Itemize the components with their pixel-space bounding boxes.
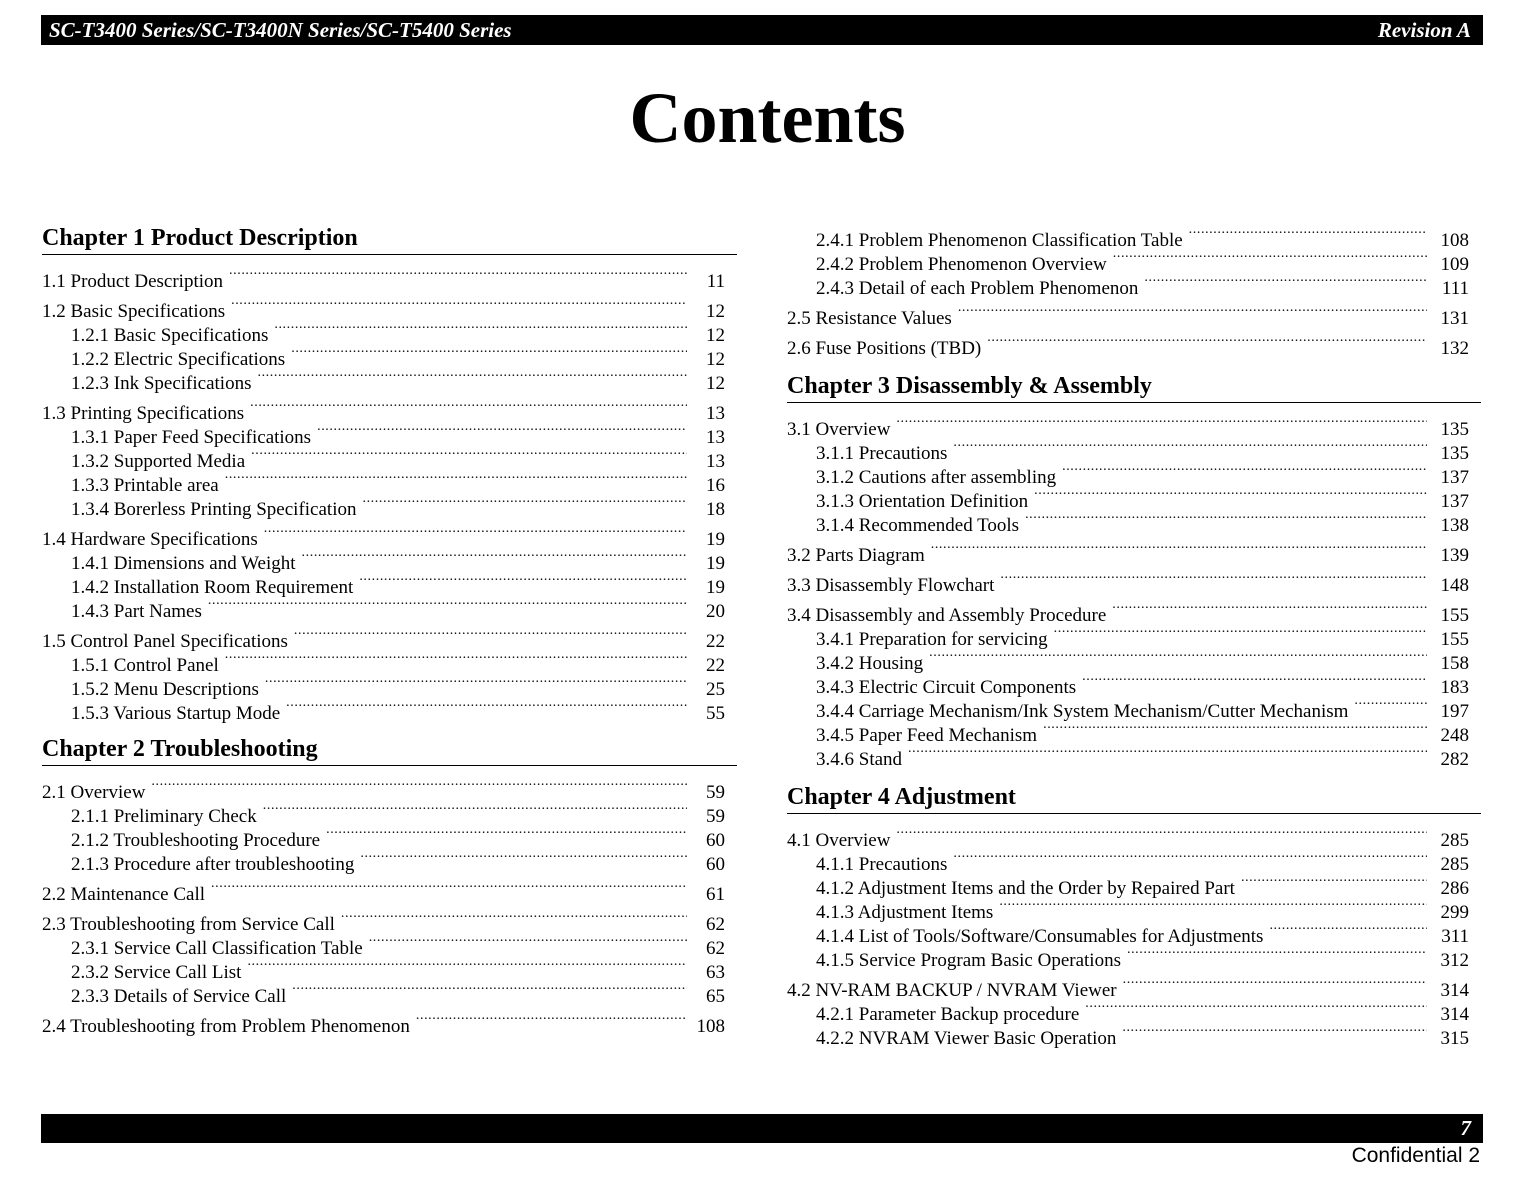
toc-entry[interactable] [42,623,737,652]
toc-page-number: 314 [1440,1004,1469,1025]
dot-leader [999,894,1427,918]
toc-entry[interactable] [42,774,737,803]
toc-entry[interactable] [42,1008,737,1037]
toc-entry-title: 3.1.3 Orientation Definition [816,491,1029,512]
toc-entry[interactable] [42,293,737,322]
toc-entry-title: 1.3.3 Printable area [71,475,219,496]
toc-entry-title: 4.1.4 List of Tools/Software/Consumables for Adjustments [816,926,1264,947]
toc-page-number: 19 [706,553,725,574]
toc-entry[interactable] [787,567,1481,596]
toc-entry-title: 2.1.3 Procedure after troubleshooting [71,854,355,875]
toc-entries [787,822,1481,1049]
toc-entry-title: 2.4.1 Problem Phenomenon Classification Table [816,230,1183,251]
toc-page-number: 315 [1440,1028,1469,1049]
toc-page-number: 197 [1440,701,1469,722]
dot-leader [302,545,687,569]
dot-leader [953,846,1427,870]
toc-entry-title: 1.2.1 Basic Specifications [71,325,269,346]
toc-page-number: 314 [1440,980,1469,1001]
dot-leader [326,822,687,846]
dot-leader [247,954,687,978]
toc-entry[interactable] [787,330,1481,359]
toc-group [42,1008,737,1037]
dot-leader [151,774,687,798]
toc-entry-title: 1.4.3 Part Names [71,601,202,622]
toc-entry[interactable] [787,411,1481,440]
toc-page-number: 62 [706,914,725,935]
toc-entry-title: 2.4 Troubleshooting from Problem Phenomenon [42,1016,410,1037]
toc-entry-title: 2.1.1 Preliminary Check [71,806,257,827]
toc-page-number: 108 [696,1016,725,1037]
dot-leader [231,293,687,317]
toc-page-number: 282 [1440,749,1469,770]
toc-page-number: 155 [1440,629,1469,650]
toc-entry-title: 2.1.2 Troubleshooting Procedure [71,830,321,851]
chapter-2-block [42,733,737,1037]
toc-page-number: 137 [1440,467,1469,488]
toc-entry-title: 4.1.2 Adjustment Items and the Order by Repaired Part [816,878,1235,899]
toc-page-number: 65 [706,986,725,1007]
toc-entry-title: 1.5.3 Various Startup Mode [71,703,281,724]
dot-leader [251,443,687,467]
dot-leader [1000,567,1427,591]
toc-page-number: 158 [1440,653,1469,674]
toc-entries [787,222,1481,359]
toc-entry-title: 1.1 Product Description [42,271,224,292]
chapter-heading: Chapter 1 Product Description [42,222,737,255]
toc-group [787,822,1481,971]
dot-leader [250,395,687,419]
toc-page-number: 22 [706,631,725,652]
chapter-3-block [787,370,1481,770]
toc-entry-title: 2.3.2 Service Call List [71,962,242,983]
toc-page-number: 131 [1440,308,1469,329]
dot-leader [1025,507,1427,531]
toc-entry-title: 1.3.2 Supported Media [71,451,246,472]
toc-page-number: 286 [1440,878,1469,899]
toc-group [787,411,1481,536]
toc-page-number: 61 [706,884,725,905]
toc-entry-title: 1.2.2 Electric Specifications [71,349,286,370]
toc-page-number: 13 [706,403,725,424]
toc-entry-title: 1.3.4 Borerless Printing Specification [71,499,357,520]
toc-group [42,774,737,875]
toc-entry-title: 2.3.1 Service Call Classification Table [71,938,363,959]
toc-page-number: 311 [1441,926,1469,947]
header-revision: Revision A [1377,17,1471,42]
toc-entry-title: 3.4 Disassembly and Assembly Procedure [787,605,1107,626]
footer-bar [41,1114,1483,1143]
toc-page-number: 285 [1440,830,1469,851]
toc-entry-title: 1.5 Control Panel Specifications [42,631,288,652]
toc-entry[interactable] [42,521,737,550]
toc-page-number: 60 [706,854,725,875]
toc-entry-title: 3.4.3 Electric Circuit Components [816,677,1077,698]
toc-entry-title: 4.2 NV-RAM BACKUP / NVRAM Viewer [787,980,1117,1001]
toc-entry[interactable] [787,972,1481,1001]
toc-entry-title: 3.4.4 Carriage Mechanism/Ink System Mechanism/Cutter Mechanism [816,701,1349,722]
dot-leader [929,645,1427,669]
toc-page-number: 12 [706,325,725,346]
toc-page-number: 59 [706,806,725,827]
toc-page-number: 155 [1440,605,1469,626]
chapter-heading: Chapter 3 Disassembly & Assembly [787,370,1481,403]
toc-page-number: 137 [1440,491,1469,512]
dot-leader [931,537,1427,561]
toc-entry-title: 1.2.3 Ink Specifications [71,373,252,394]
chapter-4-block [787,781,1481,1049]
toc-page-number: 20 [706,601,725,622]
toc-page-number: 139 [1440,545,1469,566]
toc-entry-title: 4.2.1 Parameter Backup procedure [816,1004,1080,1025]
dot-leader [292,978,687,1002]
dot-leader [1054,621,1427,645]
toc-entry[interactable] [787,300,1481,329]
toc-page-number: 312 [1440,950,1469,971]
toc-entry-title: 1.4.1 Dimensions and Weight [71,553,296,574]
dot-leader [953,435,1427,459]
toc-entry[interactable] [42,395,737,424]
dot-leader [362,491,687,515]
dot-leader [264,521,687,545]
toc-entry-title: 4.1.5 Service Program Basic Operations [816,950,1121,971]
toc-page-number: 111 [1441,278,1469,299]
toc-page-number: 18 [706,499,725,520]
dot-leader [896,411,1427,435]
toc-group [42,906,737,1007]
dot-leader [908,741,1427,765]
toc-entries [787,411,1481,770]
toc-entry-title: 2.4.3 Detail of each Problem Phenomenon [816,278,1139,299]
toc-entry-title: 3.1.1 Precautions [816,443,948,464]
toc-page-number: 60 [706,830,725,851]
toc-subentry[interactable] [787,222,1481,251]
dot-leader [360,846,687,870]
toc-page-number: 16 [706,475,725,496]
dot-leader [225,647,687,671]
toc-page-number: 183 [1440,677,1469,698]
toc-page-number: 63 [706,962,725,983]
toc-entry-title: 2.3 Troubleshooting from Service Call [42,914,335,935]
dot-leader [294,623,687,647]
toc-entry-title: 4.1 Overview [787,830,891,851]
page-number: 7 [1460,1116,1471,1140]
dot-leader [225,467,687,491]
toc-entry[interactable] [787,537,1481,566]
toc-entry[interactable] [42,876,737,905]
toc-group [787,537,1481,566]
dot-leader [369,930,687,954]
dot-leader [1241,870,1427,894]
toc-entry-title: 2.1 Overview [42,782,146,803]
toc-page-number: 135 [1440,419,1469,440]
dot-leader [257,365,687,389]
toc-entry-title: 3.2 Parts Diagram [787,545,925,566]
toc-group [42,623,737,724]
dot-leader [1123,972,1427,996]
toc-page-number: 148 [1440,575,1469,596]
dot-leader [208,593,687,617]
toc-group [787,972,1481,1049]
toc-group [787,567,1481,596]
toc-page-number: 12 [706,301,725,322]
dot-leader [1144,270,1427,294]
toc-page-number: 108 [1440,230,1469,251]
toc-entry-title: 3.1.4 Recommended Tools [816,515,1020,536]
dot-leader [1043,717,1427,741]
dot-leader [1112,597,1427,621]
toc-page-number: 25 [706,679,725,700]
toc-group [787,300,1481,329]
toc-page-number: 55 [706,703,725,724]
toc-group [42,521,737,622]
toc-page-number: 12 [706,349,725,370]
dot-leader [265,671,687,695]
toc-page-number: 132 [1440,338,1469,359]
dot-leader [1354,693,1427,717]
toc-entry-title: 4.1.1 Precautions [816,854,948,875]
chapter-1-block [42,222,737,724]
toc-entry-title: 1.3 Printing Specifications [42,403,245,424]
dot-leader [286,695,687,719]
dot-leader [341,906,687,930]
toc-entry-title: 1.4 Hardware Specifications [42,529,258,550]
dot-leader [1085,996,1427,1020]
toc-page-number: 59 [706,782,725,803]
toc-group [42,395,737,520]
toc-page-number: 19 [706,529,725,550]
toc-page-number: 22 [706,655,725,676]
toc-page-number: 299 [1440,902,1469,923]
toc-page-number: 285 [1440,854,1469,875]
toc-entry-title: 4.2.2 NVRAM Viewer Basic Operation [816,1028,1117,1049]
toc-page-number: 135 [1440,443,1469,464]
toc-entry-title: 1.2 Basic Specifications [42,301,226,322]
toc-right-column [787,222,1481,1058]
dot-leader [229,263,687,287]
dot-leader [1269,918,1427,942]
toc-entry-title: 3.4.2 Housing [816,653,924,674]
toc-page-number: 13 [706,427,725,448]
toc-group [42,263,737,292]
dot-leader [1034,483,1427,507]
toc-entry-title: 1.3.1 Paper Feed Specifications [71,427,312,448]
chapter-heading: Chapter 2 Troubleshooting [42,733,737,766]
toc-entry-title: 2.2 Maintenance Call [42,884,206,905]
toc-entry[interactable] [42,263,737,292]
toc-entry-title: 4.1.3 Adjustment Items [816,902,994,923]
toc-entry-title: 1.4.2 Installation Room Requirement [71,577,354,598]
toc-page-number: 109 [1440,254,1469,275]
dot-leader [896,822,1427,846]
toc-entry-title: 3.1.2 Cautions after assembling [816,467,1057,488]
dot-leader [987,330,1427,354]
toc-entry-title: 2.4.2 Problem Phenomenon Overview [816,254,1107,275]
dot-leader [1122,1020,1427,1044]
toc-entry-title: 1.5.1 Control Panel [71,655,219,676]
toc-entry-title: 3.4.6 Stand [816,749,903,770]
toc-entry[interactable] [787,822,1481,851]
toc-page-number: 12 [706,373,725,394]
toc-entry-title: 3.1 Overview [787,419,891,440]
header-bar [41,15,1483,45]
page-title: Contents [629,78,906,158]
dot-leader [291,341,687,365]
dot-leader [263,798,687,822]
toc-entry-title: 2.3.3 Details of Service Call [71,986,287,1007]
toc-page-number: 13 [706,451,725,472]
dot-leader [1062,459,1427,483]
header-series: SC-T3400 Series/SC-T3400N Series/SC-T5400 Series [49,17,512,42]
dot-leader [274,317,687,341]
toc-entry-title: 3.4.1 Preparation for servicing [816,629,1048,650]
dot-leader [416,1008,687,1032]
toc-entry-title: 3.4.5 Paper Feed Mechanism [816,725,1038,746]
toc-page-number: 138 [1440,515,1469,536]
dot-leader [1113,246,1427,270]
dot-leader [359,569,687,593]
toc-entries [42,774,737,1037]
toc-group [787,222,1481,299]
chapter-2-continued [787,222,1481,359]
dot-leader [317,419,687,443]
toc-page-number: 11 [706,271,725,292]
dot-leader [1127,942,1427,966]
dot-leader [958,300,1427,324]
toc-page-number: 62 [706,938,725,959]
toc-entry[interactable] [42,906,737,935]
toc-group [42,876,737,905]
toc-left-column [42,222,737,1046]
toc-page-number: 19 [706,577,725,598]
toc-entry-title: 1.5.2 Menu Descriptions [71,679,259,700]
toc-group [787,597,1481,770]
dot-leader [1082,669,1427,693]
dot-leader [1189,222,1427,246]
toc-entries [42,263,737,724]
dot-leader [211,876,687,900]
toc-group [42,293,737,394]
toc-entry-title: 2.5 Resistance Values [787,308,952,329]
confidential-label: Confidential 2 [1351,1144,1480,1167]
toc-entry[interactable] [787,597,1481,626]
toc-entry-title: 2.6 Fuse Positions (TBD) [787,338,982,359]
toc-page-number: 248 [1440,725,1469,746]
toc-entry-title: 3.3 Disassembly Flowchart [787,575,995,596]
toc-group [787,330,1481,359]
chapter-heading: Chapter 4 Adjustment [787,781,1481,814]
